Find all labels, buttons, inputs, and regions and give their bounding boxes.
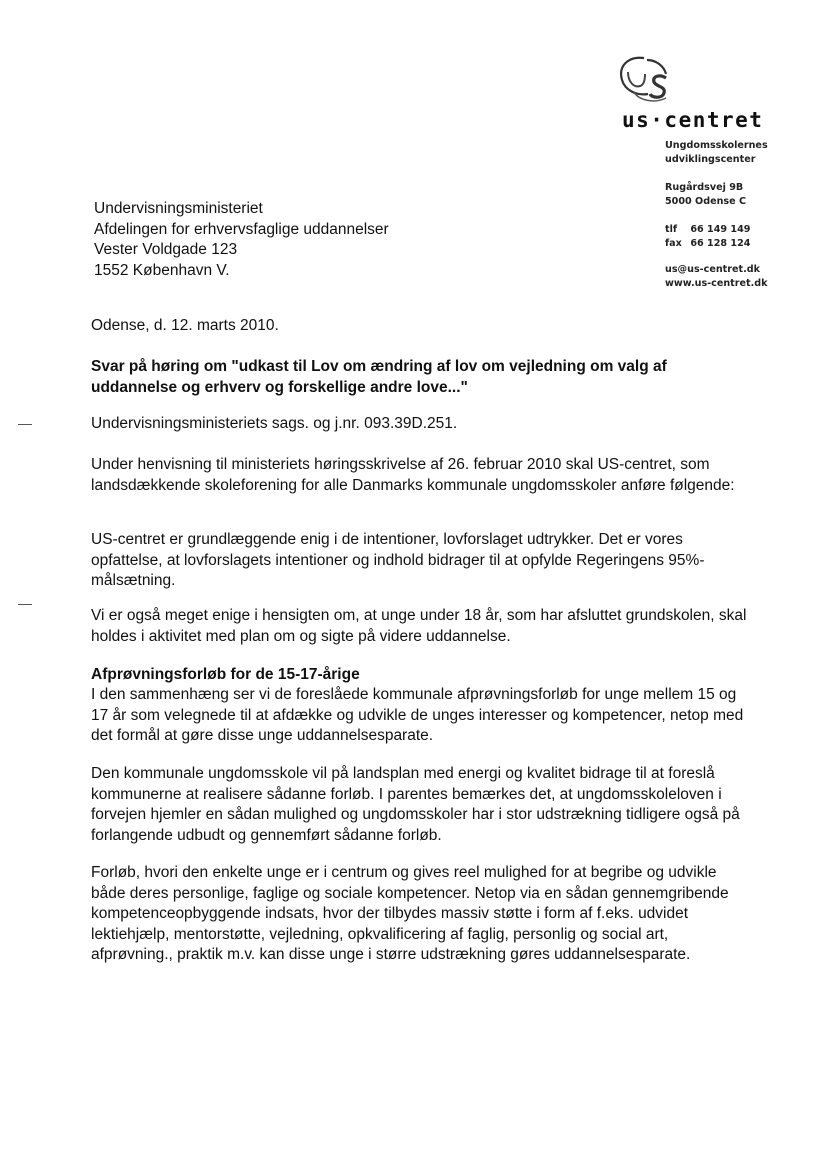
fax-label: fax	[665, 238, 682, 249]
brand-name: us·centret	[622, 108, 764, 132]
email-link[interactable]: us@us-centret.dk	[665, 264, 760, 275]
sender-address	[665, 181, 746, 209]
paragraph-3: Vi er også meget enige i hensigten om, at unge under 18 år, som har afsluttet grundskolen, skal holdes i aktivitet med plan om og sigte på videre uddannelse.	[91, 607, 747, 645]
fax-number: 66 128 124	[690, 238, 751, 249]
sender-description	[665, 139, 768, 167]
phone-line	[665, 223, 750, 237]
date-line: Odense, d. 12. marts 2010.	[91, 317, 279, 334]
address-line: Rugårdsvej 9B	[665, 182, 744, 193]
sender-online	[665, 263, 767, 291]
recipient-line: Undervisningsministeriet	[94, 200, 263, 217]
sender-line: Ungdomsskolernes	[665, 140, 768, 151]
paragraph-5: Den kommunale ungdomsskole vil på landsplan med energi og kvalitet bidrage til at foreslå kommunerne at realisere sådanne forløb. I parentes bemærkes det, at ungdomsskoleloven i forvejen hjemler en sådan mulighed og ungdomsskoler har i stor udstrækning tidligere også på forlangende udbudt og gennemført sådanne forløb.	[91, 765, 740, 844]
sender-line: udviklingscenter	[665, 154, 756, 165]
paragraph-1: Under henvisning til ministeriets høringsskrivelse af 26. februar 2010 skal US-centret, som landsdækkende skoleforening for alle Danmarks kommunale ungdomsskoler anføre følgende:	[91, 456, 735, 494]
recipient-address	[94, 199, 389, 281]
phone-number: 66 149 149	[690, 224, 751, 235]
paragraph-2: US-centret er grundlæggende enig i de intentioner, lovforslaget udtrykker. Det er vores opfattelse, at lovforslagets intentioner og indhold bidrager til at opfylde Regeringens 95%-målsætning.	[91, 531, 705, 589]
recipient-line: Vester Voldgade 123	[94, 241, 238, 258]
recipient-line: 1552 København V.	[94, 261, 230, 279]
paragraph-4: I den sammenhæng ser vi de foreslåede kommunale afprøvningsforløb for unge mellem 15 og 17 år som velegnede til at afdække og udvikle de unges interesser og kompetencer, netop med det formål at gøre disse unge uddannelsesparate.	[91, 686, 744, 744]
recipient-line: Afdelingen for erhvervsfaglige uddannelser	[94, 220, 389, 238]
address-line: 5000 Odense C	[665, 196, 746, 207]
case-reference: Undervisningsministeriets sags. og j.nr. 093.39D.251.	[91, 415, 458, 432]
phone-label: tlf	[665, 224, 678, 235]
subject-heading: Svar på høring om "udkast til Lov om ændring af lov om vejledning om valg af uddannelse og erhverv og forskellige andre love..."	[91, 358, 667, 396]
paragraph-6: Forløb, hvori den enkelte unge er i centrum og gives reel mulighed for at begribe og udvikle både deres personlige, faglige og sociale kompetencer. Netop via en sådan gennemgribende kompetenceopbyggende indsats, hvor der tilbydes massiv støtte i form af f.eks. udvidet lektiehjælp, mentorstøtte, vejledning, opkvalificering af faglig, personlig og social art, afprøvning., praktik m.v. kan disse unge i større udstrækning gøres uddannelsesparate.	[91, 864, 729, 963]
fold-mark	[18, 604, 32, 605]
section-heading: Afprøvningsforløb for de 15-17-årige	[91, 666, 360, 683]
us-centret-logo-icon	[614, 50, 674, 110]
fax-line	[665, 237, 750, 251]
web-link[interactable]: www.us-centret.dk	[665, 278, 768, 289]
sender-contact	[665, 223, 750, 251]
fold-mark	[18, 424, 32, 425]
